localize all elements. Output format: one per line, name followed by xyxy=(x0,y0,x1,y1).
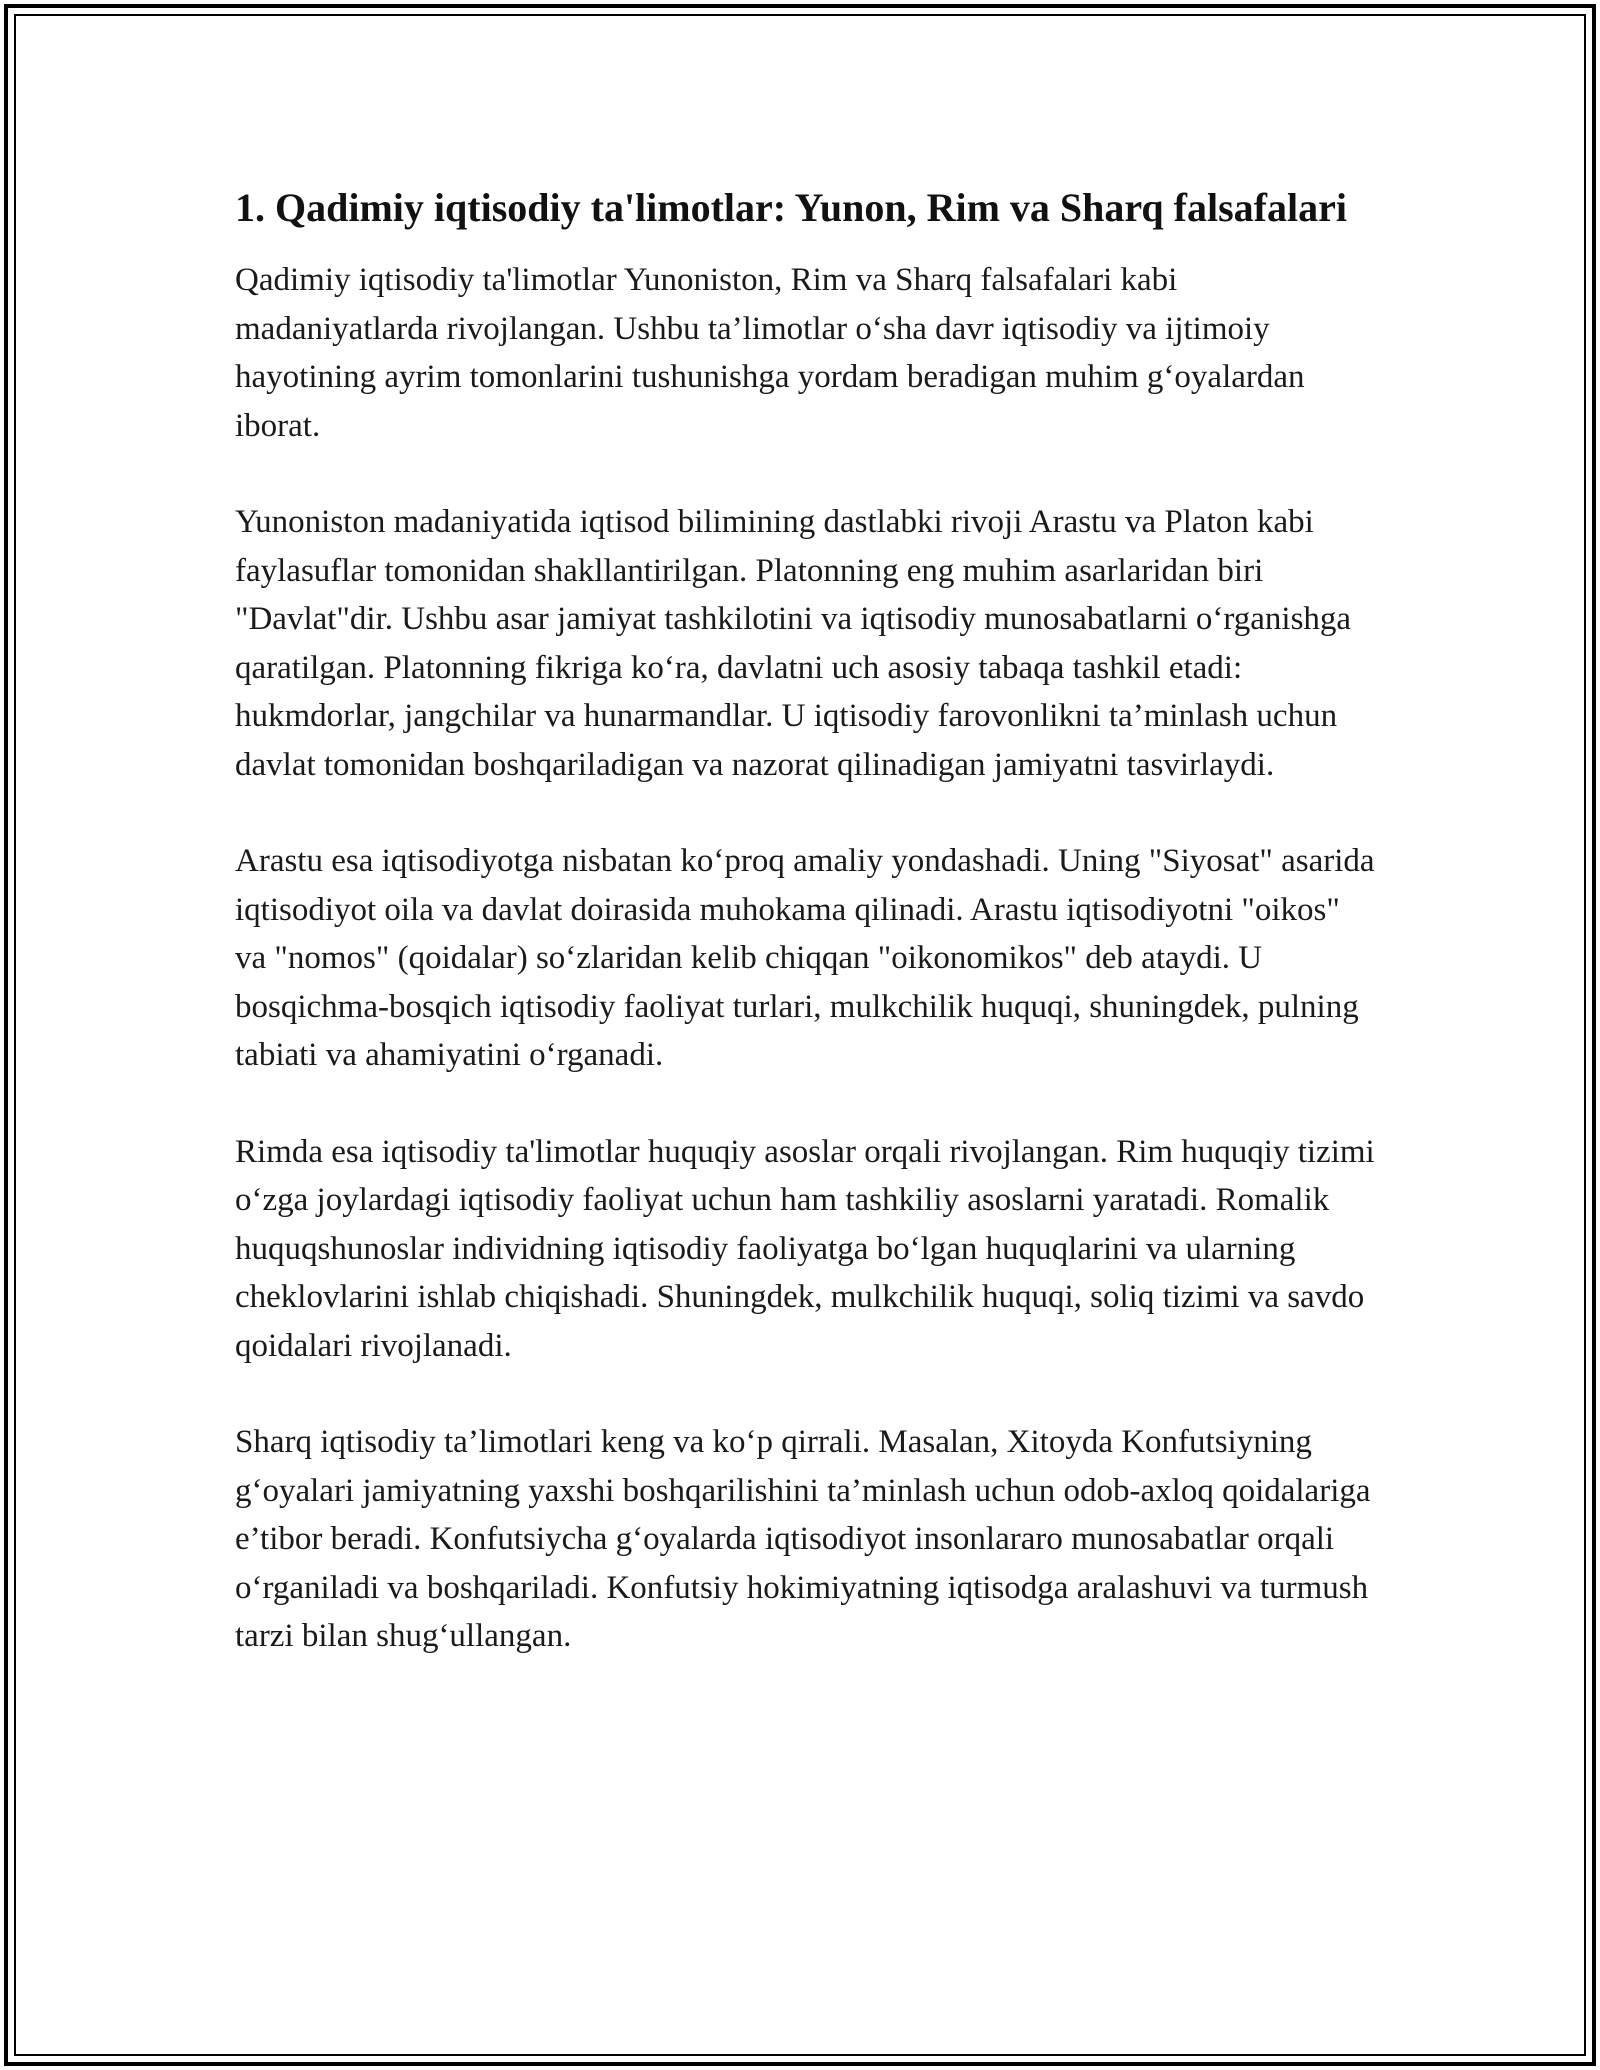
section-heading: 1. Qadimiy iqtisodiy ta'limotlar: Yunon, Rim va Sharq falsafalari xyxy=(235,185,1347,230)
document-body xyxy=(235,180,1375,1709)
paragraph-aristotle: Arastu esa iqtisodiyotga nisbatan ko‘proq amaliy yondashadi. Uning "Siyosat" asarida iqtisodiyot oila va davlat doirasida muhokama qilinadi. Arastu iqtisodiyotni "oikos" va "nomos" (qoidalar) so‘zlaridan kelib chiqqan "oikonomikos" deb ataydi. U bosqichma-bosqich iqtisodiy faoliyat turlari, mulkchilik huquqi, shuningdek, pulning tabiati va ahamiyatini o‘rganadi. xyxy=(235,843,1375,1073)
paragraph-greece: Yunoniston madaniyatida iqtisod bilimining dastlabki rivoji Arastu va Platon kabi faylasuflar tomonidan shakllantirilgan. Platonning eng muhim asarlaridan biri "Davlat"dir. Ushbu asar jamiyat tashkilotini va iqtisodiy munosabatlarni o‘rganishga qaratilgan. Platonning fikriga ko‘ra, davlatni uch asosiy tabaqa tashkil etadi: hukmdorlar, jangchilar va hunarmandlar. U iqtisodiy farovonlikni ta’minlash uchun davlat tomonidan boshqariladigan va nazorat qilinadigan jamiyatni tasvirlaydi. xyxy=(235,504,1352,783)
paragraph-east: Sharq iqtisodiy ta’limotlari keng va ko‘p qirrali. Masalan, Xitoyda Konfutsiyning g‘oyalari jamiyatning yaxshi boshqarilishini ta’minlash uchun odob-axloq qoidalariga e’tibor beradi. Konfutsiycha g‘oyalarda iqtisodiyot insonlararo munosabatlar orqali o‘rganiladi va boshqariladi. Konfutsiy hokimiyatning iqtisodga aralashuvi va turmush tarzi bilan shug‘ullangan. xyxy=(235,1424,1371,1654)
paragraph-intro: Qadimiy iqtisodiy ta'limotlar Yunoniston, Rim va Sharq falsafalari kabi madaniyatlarda rivojlangan. Ushbu ta’limotlar o‘sha davr iqtisodiy va ijtimoiy hayotining ayrim tomonlarini tushunishga yordam beradigan muhim g‘oyalardan iborat. xyxy=(235,262,1305,444)
paragraph-rome: Rimda esa iqtisodiy ta'limotlar huquqiy asoslar orqali rivojlangan. Rim huquqiy tizimi o‘zga joylardagi iqtisodiy faoliyat uchun ham tashkiliy asoslarni yaratadi. Romalik huquqshunoslar individning iqtisodiy faoliyatga bo‘lgan huquqlarini va ularning cheklovlarini ishlab chiqishadi. Shuningdek, mulkchilik huquqi, soliq tizimi va savdo qoidalari rivojlanadi. xyxy=(235,1133,1375,1364)
